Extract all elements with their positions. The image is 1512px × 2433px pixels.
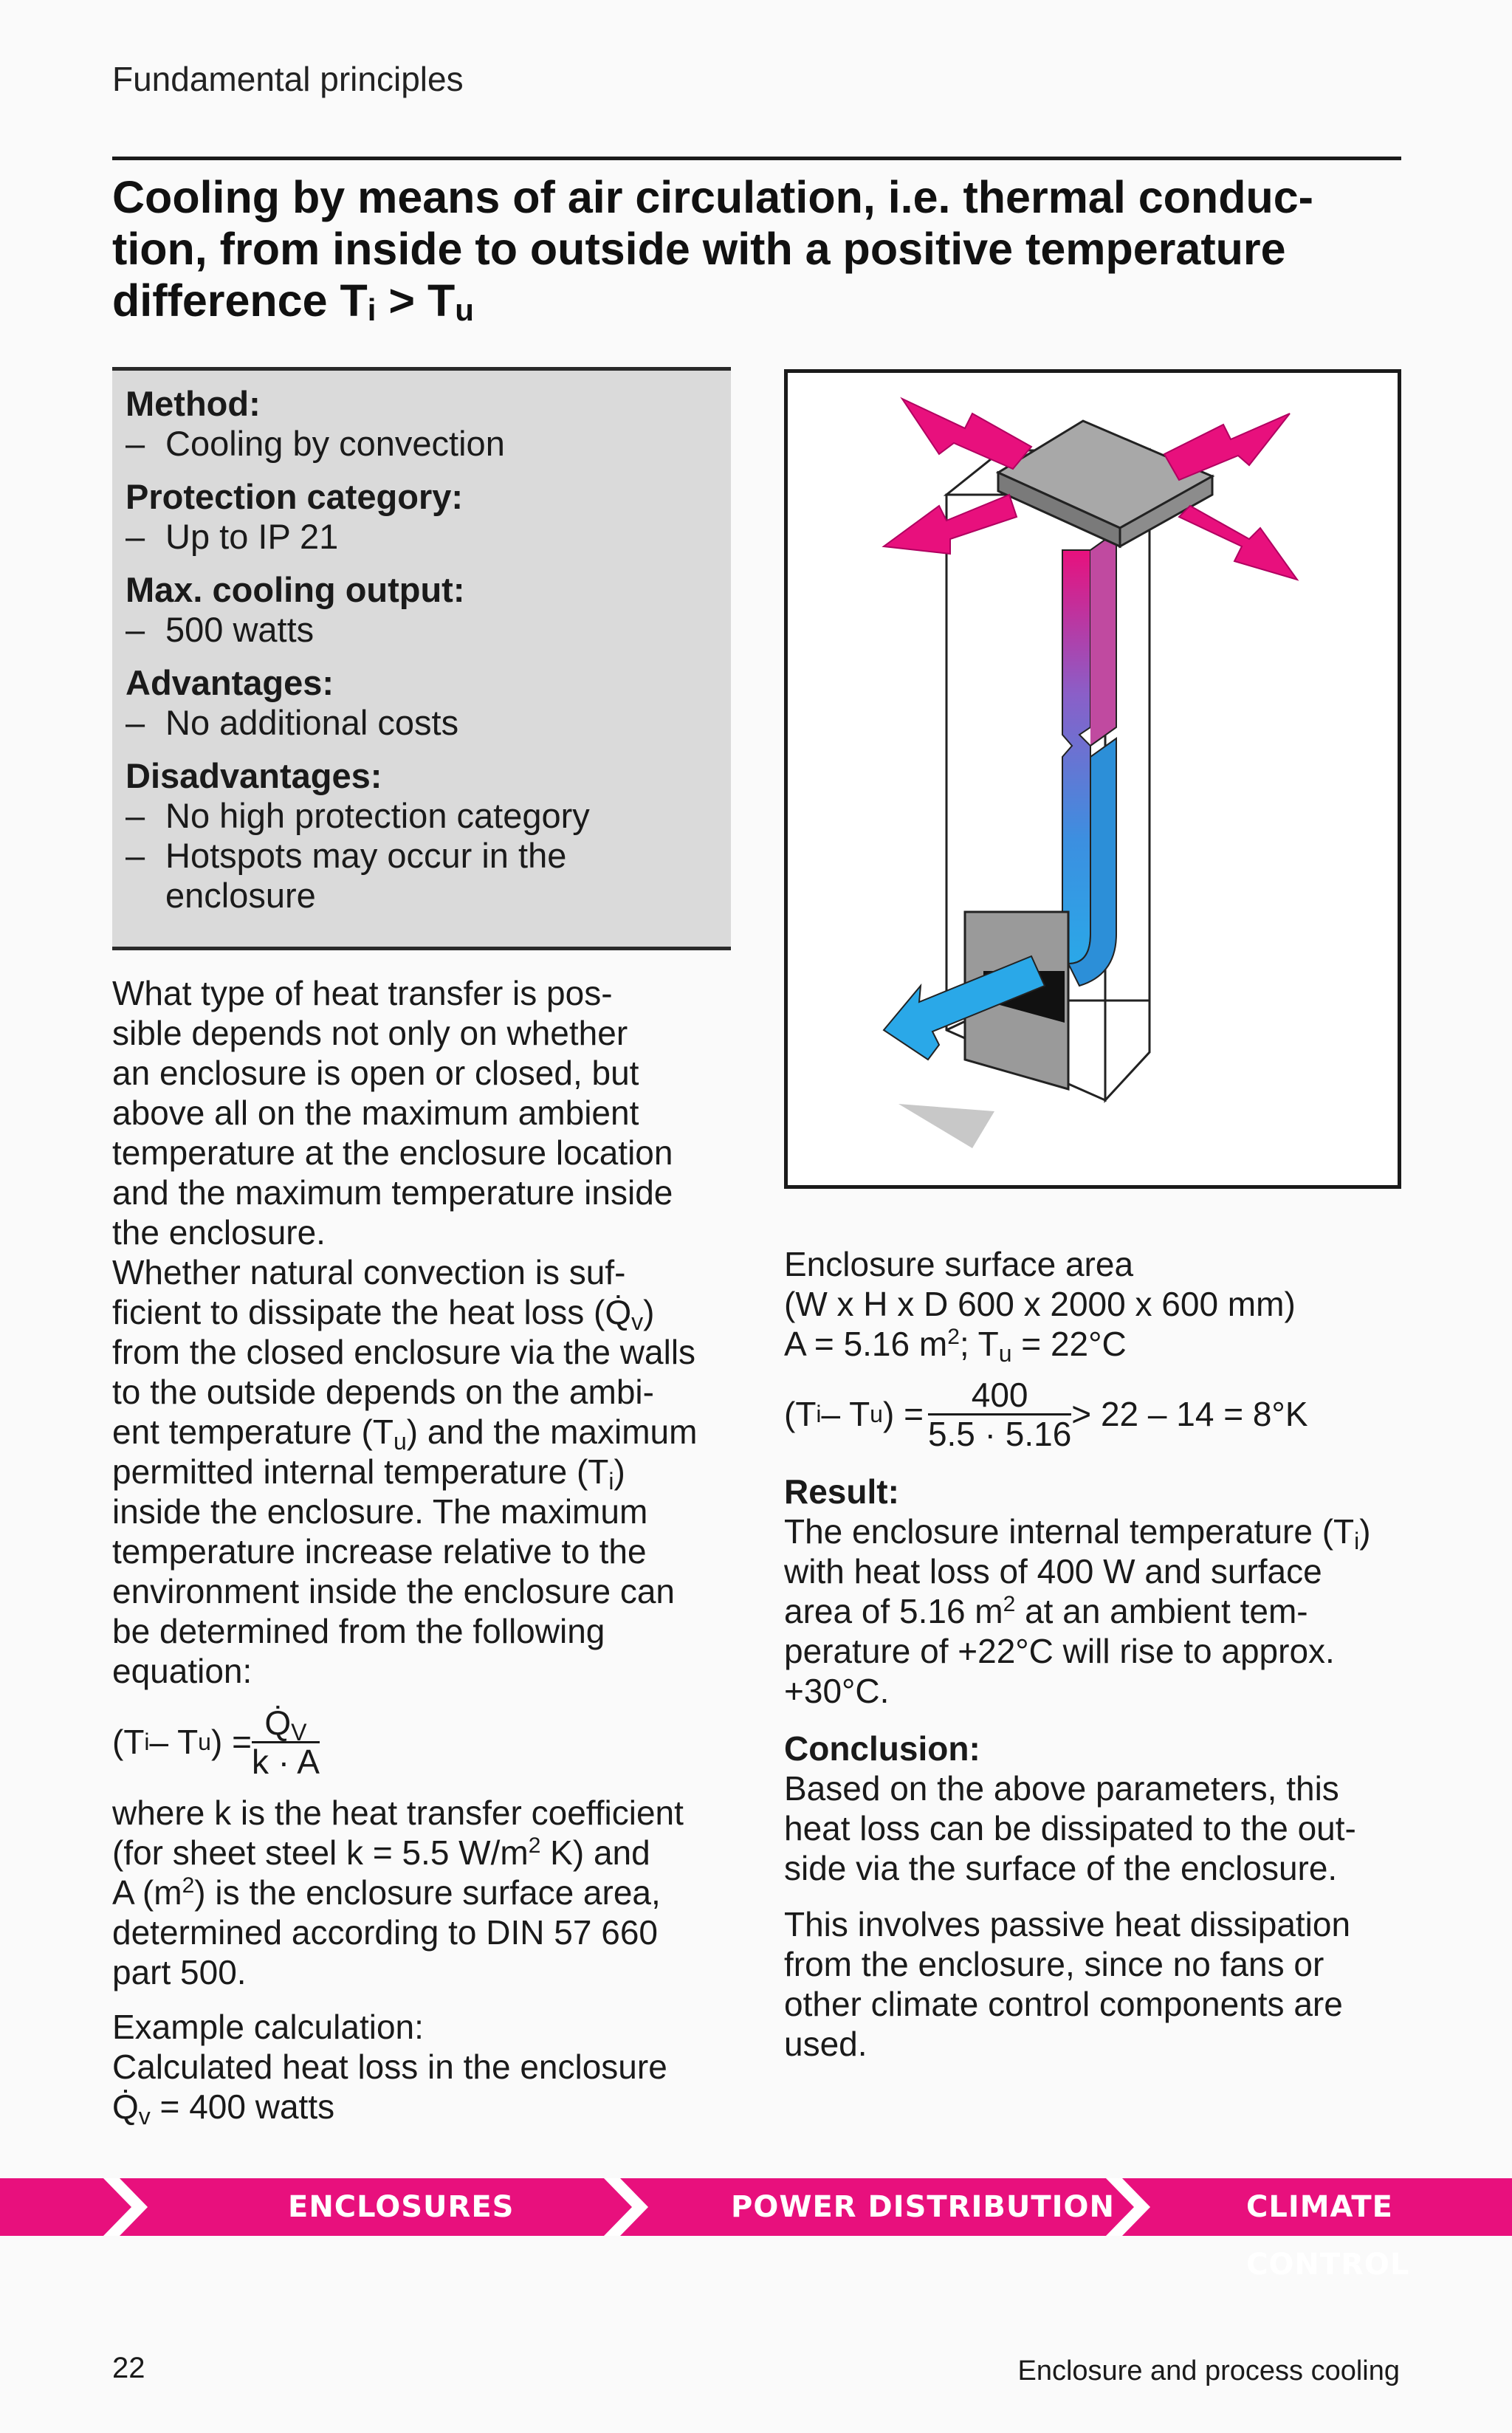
dash: – (126, 424, 145, 463)
paragraph-example: Example calculation: Calculated heat loss in the enclosure (112, 2008, 667, 2086)
section-nav-bar (0, 2178, 1512, 2282)
protection-heading: Protection category: (126, 477, 464, 516)
text: ) from the closed enclosure via the walls to the outside depends on the ambi- ent temperature (T (112, 1293, 696, 1451)
eq-text: (T (112, 1723, 145, 1761)
fraction-numerator: 400 (928, 1376, 1071, 1415)
title-gt: > T (376, 275, 456, 326)
text: ; T (959, 1325, 999, 1363)
chevron-right-icon (604, 2178, 648, 2236)
title-sub-u: u (455, 292, 474, 327)
dash: – (126, 703, 145, 742)
title-text: Cooling by means of air circulation, i.e. thermal conduc- tion, from inside to outside with a positive temperature difference T (112, 172, 1313, 326)
sub: v (138, 2103, 151, 2130)
output-value: 500 watts (165, 610, 315, 649)
eq-text: – T (149, 1723, 199, 1761)
sup: 2 (947, 1325, 960, 1349)
passive-dissipation-text: This involves passive heat dissipation from the enclosure, since no fans or other climate control components are used. (784, 1905, 1351, 2063)
method-group (126, 384, 716, 464)
text: ) is the enclosure surface area, determined according to DIN 57 660 part 500. (112, 1873, 661, 1991)
eq-text: ) = (882, 1395, 924, 1433)
text: ) inside the enclosure. The maximum temperature increase relative to the environment inside the enclosure can be determined from the following equation: (112, 1452, 676, 1690)
chevron-right-icon (1106, 2178, 1150, 2236)
airflow-diagram (784, 369, 1401, 1189)
running-head: Fundamental principles (112, 60, 464, 98)
nav-power-distribution[interactable]: POWER DISTRIBUTION (731, 2190, 1115, 2224)
text: = 22°C (1011, 1325, 1127, 1363)
dash: – (126, 836, 145, 875)
dash: – (126, 517, 145, 556)
text: where k is the heat transfer coefficient (for sheet steel k = 5.5 W/m (112, 1794, 684, 1872)
protection-value: Up to IP 21 (165, 517, 339, 556)
surface-area-text (784, 1244, 1404, 1367)
footer-title: Enclosure and process cooling (1017, 2355, 1400, 2386)
text: Whether natural convection is suf- ficient to dissipate the heat loss (Q̇ (112, 1253, 632, 1331)
nav-climate-control[interactable]: CLIMATE CONTROL (1246, 2190, 1410, 2282)
method-heading: Method: (126, 384, 261, 423)
paragraph-coefficient (112, 1793, 740, 1992)
airflow-gradient-column-icon (1062, 532, 1116, 986)
sub: u (393, 1428, 407, 1455)
floor-shadow (898, 1104, 994, 1148)
text: ) with heat loss of 400 W and surface area of 5.16 m (784, 1512, 1371, 1630)
header-divider (112, 157, 1401, 160)
page-number: 22 (112, 2352, 145, 2384)
protection-group (126, 477, 716, 557)
conclusion-text: Based on the above parameters, this heat loss can be dissipated to the out- side via the surface of the enclosure. (784, 1769, 1356, 1887)
right-body (784, 1244, 1404, 2064)
enclosure-airflow-illustration (788, 373, 1398, 1185)
dash: – (126, 610, 145, 649)
output-heading: Max. cooling output: (126, 570, 465, 609)
disadvantages-heading: Disadvantages: (126, 756, 382, 795)
sub: i (1354, 1528, 1360, 1554)
paragraph-convection (112, 1252, 740, 1691)
output-item (126, 610, 716, 650)
page-title (112, 171, 1401, 336)
disadvantages-value-1: No high protection category (165, 796, 590, 835)
example-fraction (928, 1376, 1071, 1452)
disadvantages-item (126, 836, 716, 916)
equation-example: (T i – T u ) = $\frac{400}{5.5 \cdot 5.16}$ > 22 – 14 = 8°K (784, 1375, 1308, 1453)
equation-temperature-rise: (T i – T u ) = $\frac{Q̇_V}{k \cdot A}$ (112, 1703, 320, 1781)
paragraph-heat-transfer: What type of heat transfer is pos- sible depends not only on whether an enclosure is open or closed, but above all on the maximum ambient temperature at the enclosure location and the maximum temperature inside the enclosure. (112, 974, 673, 1252)
roof-vent-plate-icon (998, 421, 1212, 546)
fraction-numerator (252, 1703, 320, 1746)
eq-text: – T (821, 1395, 870, 1433)
advantages-item (126, 703, 716, 743)
advantages-value: No additional costs (165, 703, 459, 742)
equation-fraction (252, 1704, 320, 1780)
text: ) and the maximum permitted internal temperature (T (112, 1413, 698, 1491)
advantages-heading: Advantages: (126, 663, 334, 702)
num: Q̇ (264, 1703, 292, 1742)
advantages-group (126, 663, 716, 743)
text: Enclosure surface area (W x H x D 600 x 2000 x 600 mm) A = 5.16 m (784, 1245, 1296, 1363)
sup: 2 (528, 1833, 541, 1858)
left-body (112, 973, 740, 2130)
sup: 2 (182, 1873, 195, 1898)
result-text (784, 1511, 1404, 1711)
method-value: Cooling by convection (165, 424, 505, 463)
disadvantages-group (126, 756, 716, 916)
text: K) and A (m (112, 1833, 650, 1912)
disadvantages-value-2: Hotspots may occur in the enclosure (165, 836, 567, 915)
disadvantages-item (126, 796, 716, 836)
eq-result: > 22 – 14 = 8°K (1071, 1395, 1308, 1433)
fraction-denominator: k · A (251, 1742, 320, 1781)
summary-box (112, 367, 731, 950)
paragraph-heat-loss (112, 2087, 740, 2130)
chevron-right-icon (103, 2178, 148, 2236)
text: = 400 watts (150, 2087, 335, 2126)
text: at an ambient tem- perature of +22°C will rise to approx. +30°C. (784, 1592, 1335, 1710)
text: The enclosure internal temperature (T (784, 1512, 1355, 1551)
num-sub: V (291, 1718, 307, 1746)
conclusion-heading: Conclusion: (784, 1729, 980, 1768)
method-item (126, 424, 716, 464)
result-heading: Result: (784, 1472, 899, 1511)
sup: 2 (1003, 1592, 1016, 1616)
eq-text: (T (784, 1395, 817, 1433)
fraction-denominator: 5.5 · 5.16 (927, 1414, 1072, 1453)
sub: v (631, 1308, 644, 1335)
output-group (126, 570, 716, 650)
nav-enclosures[interactable]: ENCLOSURES (288, 2190, 515, 2224)
protection-item (126, 517, 716, 557)
sub: i (608, 1468, 614, 1495)
text: Q̇ (112, 2087, 139, 2126)
dash: – (126, 796, 145, 835)
eq-text: ) = (210, 1723, 252, 1761)
sub: u (998, 1340, 1012, 1367)
title-sub-i: i (367, 292, 377, 327)
